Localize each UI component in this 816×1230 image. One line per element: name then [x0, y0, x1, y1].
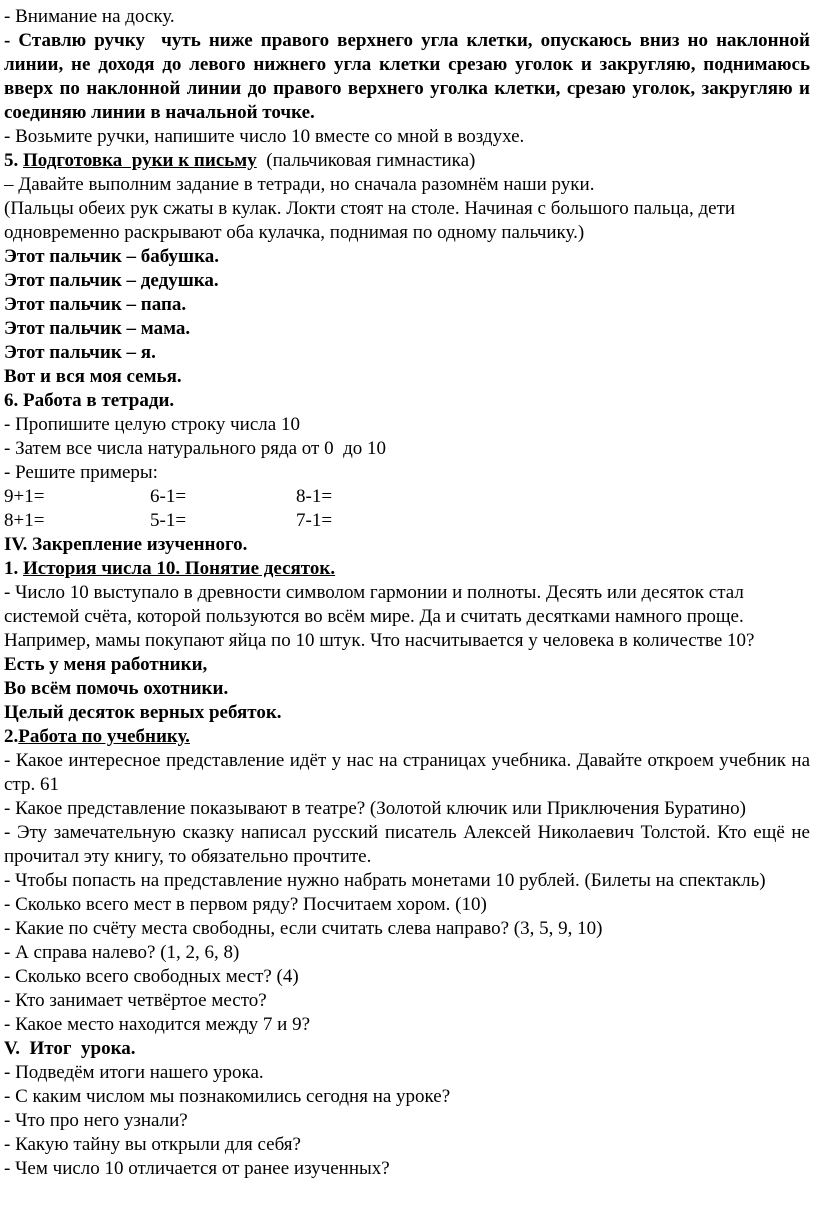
paragraph [4, 1157, 810, 1181]
paragraph [4, 437, 810, 461]
text-segment: 5. [4, 150, 23, 171]
paragraph [4, 1061, 810, 1085]
text-segment: 6. Работа в тетради. [4, 390, 175, 411]
text-segment: 2. [4, 726, 19, 747]
text-segment: - Чем число 10 отличается от ранее изученных? [4, 1158, 390, 1179]
text-segment: - Подведём итоги нашего урока. [4, 1062, 264, 1083]
paragraph [4, 269, 810, 293]
paragraph [4, 197, 810, 245]
math-example: 8-1= [296, 486, 333, 507]
text-segment: - Что про него узнали? [4, 1110, 188, 1131]
section-heading [4, 389, 810, 413]
section-heading [4, 149, 810, 173]
paragraph [4, 413, 810, 437]
text-segment: V. Итог урока. [4, 1038, 136, 1059]
paragraph [4, 1085, 810, 1109]
text-segment: - С каким числом мы познакомились сегодня на уроке? [4, 1086, 451, 1107]
paragraph [4, 125, 810, 149]
paragraph [4, 293, 810, 317]
paragraph [4, 965, 810, 989]
math-examples-row [4, 509, 810, 533]
math-example: 6-1= [150, 486, 187, 507]
text-segment: - Решите примеры: [4, 462, 158, 483]
section-heading [4, 1037, 810, 1061]
math-example: 9+1= [4, 486, 45, 507]
text-segment: – Давайте выполним задание в тетради, но сначала разомнём наши руки. [4, 174, 595, 195]
paragraph [4, 245, 810, 269]
section-heading [4, 557, 810, 581]
text-segment: IV. Закрепление изученного. [4, 534, 248, 555]
paragraph [4, 5, 810, 29]
paragraph [4, 173, 810, 197]
math-example: 8+1= [4, 510, 45, 531]
paragraph [4, 749, 815, 797]
section-heading [4, 725, 810, 749]
paragraph [4, 917, 810, 941]
paragraph [4, 317, 810, 341]
text-segment: - Возьмите ручки, напишите число 10 вместе со мной в воздухе. [4, 126, 525, 147]
text-segment: - Какую тайну вы открыли для себя? [4, 1134, 301, 1155]
paragraph [4, 653, 810, 677]
paragraph [4, 701, 810, 725]
section-heading [4, 533, 810, 557]
paragraph [4, 1109, 810, 1133]
text-segment: Во всём помочь охотники. [4, 678, 229, 699]
math-examples-row [4, 485, 810, 509]
text-segment: - Кто занимает четвёртое место? [4, 990, 267, 1011]
text-segment: Подготовка руки к письму [23, 150, 257, 171]
paragraph [4, 677, 810, 701]
paragraph [4, 581, 810, 653]
math-example: 5-1= [150, 510, 187, 531]
text-segment: - Эту замечательную сказку написал русский писатель Алексей Николаевич Толстой. Кто ещё не прочитал эту книгу, то обязательно прочтите. [4, 822, 815, 867]
paragraph [4, 821, 815, 869]
paragraph [4, 1133, 810, 1157]
paragraph [4, 869, 810, 893]
text-segment: История числа 10. Понятие десяток. [23, 558, 336, 579]
text-segment: Есть у меня работники, [4, 654, 208, 675]
text-segment: (Пальцы обеих рук сжаты в кулак. Локти стоят на столе. Начиная с большого пальца, дети одновременно раскрывают оба кулачка, поднимая по одному пальчику.) [4, 198, 740, 243]
text-segment: - Внимание на доску. [4, 6, 175, 27]
paragraph [4, 989, 810, 1013]
text-segment: - Сколько всего мест в первом ряду? Посчитаем хором. (10) [4, 894, 487, 915]
text-segment: (пальчиковая гимнастика) [256, 150, 476, 171]
text-segment: Этот пальчик – я. [4, 342, 156, 363]
math-example: 7-1= [296, 510, 333, 531]
paragraph [4, 1013, 810, 1037]
paragraph [4, 29, 815, 125]
text-segment: Целый десяток верных ребяток. [4, 702, 282, 723]
paragraph [4, 893, 810, 917]
paragraph [4, 941, 810, 965]
paragraph [4, 341, 810, 365]
text-segment: - Какие по счёту места свободны, если считать слева направо? (3, 5, 9, 10) [4, 918, 603, 939]
text-segment: - Какое представление показывают в театре? (Золотой ключик или Приключения Буратино) [4, 798, 746, 819]
text-segment: - Ставлю ручку чуть ниже правого верхнего угла клетки, опускаюсь вниз но наклонной линии, не доходя до левого нижнего угла клетки срезаю уголок и закругляю, поднимаюсь вверх по наклонной линии до правого верхнего уголка клетки, срезаю уголок, закругляю и соединяю линии в начальной точке. [4, 30, 815, 123]
text-segment: Этот пальчик – папа. [4, 294, 187, 315]
paragraph [4, 797, 810, 821]
text-segment: Вот и вся моя семья. [4, 366, 182, 387]
text-segment: - А справа налево? (1, 2, 6, 8) [4, 942, 240, 963]
text-segment: - Пропишите целую строку числа 10 [4, 414, 300, 435]
text-segment: Этот пальчик – дедушка. [4, 270, 219, 291]
paragraph [4, 461, 810, 485]
text-segment: Этот пальчик – мама. [4, 318, 191, 339]
text-segment: - Затем все числа натурального ряда от 0 до 10 [4, 438, 387, 459]
text-segment: - Какое место находится между 7 и 9? [4, 1014, 311, 1035]
text-segment: Этот пальчик – бабушка. [4, 246, 220, 267]
paragraph [4, 365, 810, 389]
text-segment: - Чтобы попасть на представление нужно набрать монетами 10 рублей. (Билеты на спектакль) [4, 870, 766, 891]
text-segment: - Какое интересное представление идёт у нас на страницах учебника. Давайте откроем учебник на стр. 61 [4, 750, 815, 795]
text-segment: - Число 10 выступало в древности символом гармонии и полноты. Десять или десяток стал системой счёта, которой пользуются во всём мире. Да и считать десятками намного проще. Например, мамы покупают яйца по 10 штук. Что насчитывается у человека в количестве 10? [4, 582, 755, 651]
text-segment: - Сколько всего свободных мест? (4) [4, 966, 299, 987]
text-segment: Работа по учебнику. [18, 726, 190, 747]
text-segment: 1. [4, 558, 23, 579]
